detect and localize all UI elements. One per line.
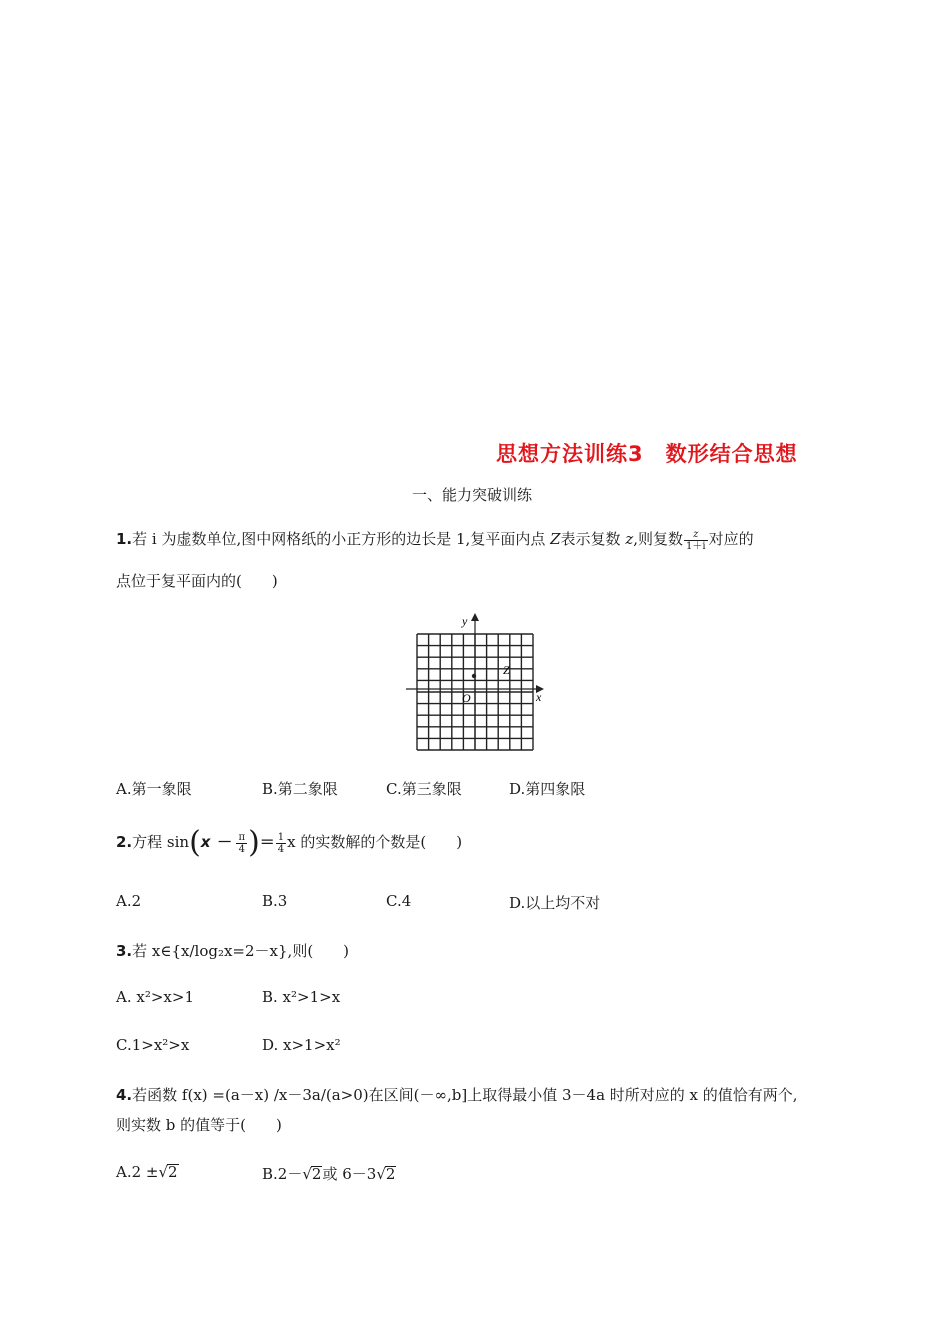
- q1-option-c: C.第三象限: [386, 780, 462, 798]
- question-4-line-2: 则实数 b 的值等于( ): [116, 1116, 282, 1134]
- y-axis-label: y: [462, 614, 468, 628]
- q2-option-c: C.4: [386, 892, 412, 910]
- page-title: 思想方法训练3 数形结合思想: [496, 442, 798, 466]
- fraction-pi-4: $\frac{\pi}{4}$: [238, 831, 246, 855]
- fraction-1-4: $\frac{1}{4}$: [277, 831, 285, 855]
- fraction: $\frac{z}{1+i}$: [686, 528, 706, 552]
- x-axis-label: x: [536, 690, 542, 704]
- q4-option-a: A.2 ±√2: [116, 1163, 178, 1181]
- q1-option-b: B.第二象限: [262, 780, 338, 798]
- question-number: 1.: [116, 530, 133, 548]
- q2-option-a: A.2: [116, 892, 142, 910]
- complex-plane-grid: [400, 610, 550, 755]
- question-2: 2.方程 sin(x － $\frac{\pi}{4}$ )＝ $\frac{1}{4}$ x 的实数解的个数是( ): [116, 825, 463, 860]
- y-axis-arrow: [471, 613, 479, 621]
- question-number: 2.: [116, 833, 133, 851]
- q2-option-d: D.以上均不对: [509, 894, 601, 912]
- q3-option-a: A. x²>x>1: [116, 988, 194, 1006]
- q1-option-a: A.第一象限: [116, 780, 192, 798]
- q2-option-b: B.3: [262, 892, 288, 910]
- question-number: 4.: [116, 1086, 133, 1104]
- question-number: 3.: [116, 942, 133, 960]
- q3-option-d: D. x>1>x²: [262, 1036, 341, 1054]
- q3-option-b: B. x²>1>x: [262, 988, 341, 1006]
- point-z: [472, 674, 476, 678]
- section-heading: 一、能力突破训练: [412, 486, 533, 504]
- question-4-line-1: 4.若函数 f(x) =(a－x) /x－3a/(a>0)在区间(－∞,b]上取得最小值 3－4a 时所对应的 x 的值恰有两个,: [116, 1086, 798, 1104]
- question-1-line-2: 点位于复平面内的( ): [116, 572, 278, 590]
- q3-option-c: C.1>x²>x: [116, 1036, 190, 1054]
- origin-label: O: [462, 691, 471, 705]
- question-1-line-1: 1.若 i 为虚数单位,图中网格纸的小正方形的边长是 1,复平面内点 Z表示复数 z,则复数 $\frac{z}{1+i}$ 对应的: [116, 528, 754, 552]
- question-3: 3.若 x∈{x/log₂x=2－x},则( ): [116, 942, 350, 960]
- q4-option-b: B.2－√2或 6－3√2: [262, 1165, 396, 1183]
- q1-option-d: D.第四象限: [509, 780, 586, 798]
- point-z-label: Z: [503, 663, 510, 677]
